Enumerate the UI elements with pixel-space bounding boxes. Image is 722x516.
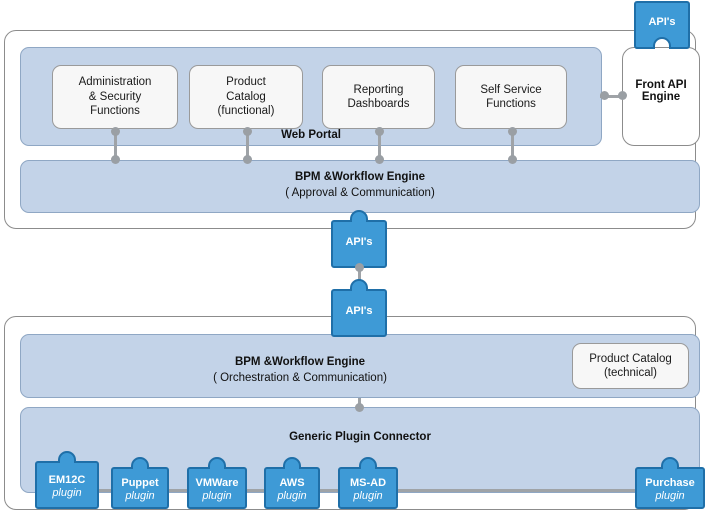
node-line2: Catalog: [226, 90, 266, 103]
node-line1: Product: [226, 76, 266, 89]
plugin-name: EM12C: [48, 474, 86, 486]
plugin-type: plugin: [277, 489, 307, 502]
plugin-name: VMWare: [195, 477, 239, 489]
node-line3: (functional): [217, 105, 275, 118]
puzzle-shape: [110, 448, 170, 510]
api-upper-puzzle[interactable]: [330, 203, 388, 271]
plugin-name: Puppet: [121, 477, 159, 489]
plugin-em12c-puzzle[interactable]: [34, 440, 100, 510]
connector-dot: [355, 263, 364, 272]
api-top-puzzle[interactable]: [633, 0, 691, 52]
node-product-catalog-functional[interactable]: [189, 65, 303, 129]
front-api-engine-line1: Front API: [635, 79, 687, 91]
connector-dot: [111, 155, 120, 164]
plugin-name: MS-AD: [349, 477, 387, 489]
plugin-type: plugin: [125, 489, 155, 502]
puzzle-shape: [633, 0, 691, 52]
connector-dot: [508, 155, 517, 164]
api-lower-puzzle[interactable]: [330, 272, 388, 340]
node-line1: Administration: [78, 76, 152, 89]
connector-dot: [243, 127, 252, 136]
connector-dot: [600, 91, 609, 100]
api-upper-label: API's: [345, 236, 373, 248]
bpm-orchestration-title: BPM &Workflow Engine: [234, 356, 366, 368]
node-line1: Self Service: [480, 83, 542, 96]
plugin-type: plugin: [52, 486, 82, 499]
plugin-puppet-puzzle[interactable]: [110, 448, 170, 510]
puzzle-shape: [330, 203, 388, 271]
api-lower-label: API's: [345, 305, 373, 317]
plugin-name: AWS: [279, 477, 305, 489]
node-line3: Functions: [90, 105, 140, 118]
connector-dot: [375, 127, 384, 136]
node-reporting-dashboards[interactable]: [322, 65, 435, 129]
generic-plugin-connector-title: Generic Plugin Connector: [289, 431, 431, 443]
bpm-orchestration-text: [20, 355, 580, 386]
node-line2: Dashboards: [347, 98, 410, 110]
connector-dot: [508, 127, 517, 136]
bpm-approval-text: [20, 170, 700, 201]
node-line1: Reporting: [353, 83, 404, 96]
connector-dot: [355, 403, 364, 412]
plugin-purchase-puzzle[interactable]: [634, 448, 706, 510]
connector-dot: [375, 155, 384, 164]
puzzle-shape: [186, 448, 248, 510]
puzzle-shape: [263, 448, 321, 510]
web-portal-title: Web Portal: [281, 129, 341, 141]
connector-dot: [243, 155, 252, 164]
node-line2: (technical): [603, 367, 658, 379]
bpm-approval-subtitle: ( Approval & Communication): [285, 186, 435, 199]
api-top-label: API's: [648, 16, 676, 28]
node-line2: & Security: [88, 90, 142, 103]
plugin-type: plugin: [353, 489, 383, 502]
plugin-aws-puzzle[interactable]: [263, 448, 321, 510]
front-api-engine-label: [622, 79, 700, 103]
front-api-engine-line2: Engine: [641, 91, 681, 103]
plugin-name: Purchase: [645, 477, 695, 489]
plugin-vmware-puzzle[interactable]: [186, 448, 248, 510]
plugin-msad-puzzle[interactable]: [337, 448, 399, 510]
node-administration-security-functions[interactable]: [52, 65, 178, 129]
connector-dot: [111, 127, 120, 136]
puzzle-shape: [34, 440, 100, 510]
puzzle-shape: [337, 448, 399, 510]
puzzle-shape: [330, 272, 388, 340]
puzzle-shape: [634, 448, 706, 510]
node-line2: Functions: [486, 98, 536, 110]
plugin-type: plugin: [655, 489, 685, 502]
node-product-catalog-technical[interactable]: [572, 343, 689, 389]
bpm-approval-title: BPM &Workflow Engine: [294, 171, 426, 183]
node-self-service-functions[interactable]: [455, 65, 567, 129]
plugin-type: plugin: [202, 489, 232, 502]
bpm-orchestration-subtitle: ( Orchestration & Communication): [213, 371, 387, 384]
node-line1: Product Catalog: [589, 352, 672, 365]
